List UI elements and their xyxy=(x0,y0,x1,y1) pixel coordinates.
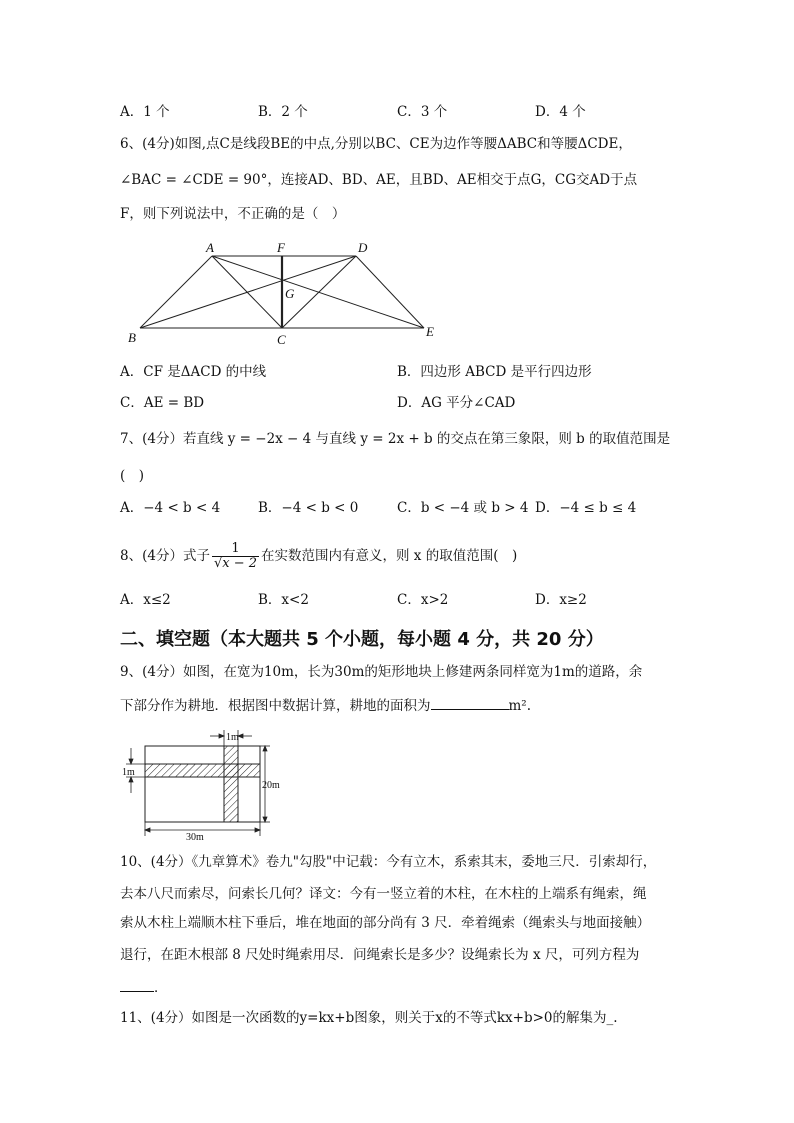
q8-frac-denominator: √x − 2 xyxy=(213,556,257,571)
label-b: B xyxy=(128,330,136,345)
q9-stem-line2 xyxy=(120,695,531,716)
label-bottom-30m: 30m xyxy=(186,832,204,842)
q7-option-a[interactable]: A．−4 < b < 4 xyxy=(120,500,221,516)
q10-stem-line1: 10、(4分）《九章算术》卷九"勾股"中记载：今有立木，系索其末，委地三尺．引索却行， xyxy=(120,854,657,870)
q8-option-a[interactable]: A．x≤2 xyxy=(120,592,171,608)
q10-stem-line4: 退行，在距木根部 8 尺处时绳索用尽．问绳索长是多少？设绳索长为 x 尺，可列方程为 xyxy=(120,947,640,963)
q8-options xyxy=(120,590,680,610)
label-right-20m: 20m xyxy=(262,780,280,791)
label-f: F xyxy=(277,240,285,255)
label-d: D xyxy=(358,240,368,255)
q7-stem-line2: ( ) xyxy=(120,468,145,484)
segment-ab xyxy=(140,256,212,328)
q5-option-d[interactable]: D．4 个 xyxy=(535,104,586,120)
q10-stem-line2: 去本八尺而索尽，问索长几何？译文：今有一竖立着的木柱，在木柱的上端系有绳索，绳 xyxy=(120,886,647,902)
q6-option-c[interactable]: C．AE = BD xyxy=(120,395,205,411)
q10-answer-blank[interactable] xyxy=(120,977,154,992)
label-a: A xyxy=(206,240,214,255)
q6-option-b[interactable]: B．四边形 ABCD 是平行四边形 xyxy=(397,364,592,380)
q8-prefix: 8、(4分）式子 xyxy=(120,548,210,564)
q6-option-a[interactable]: A．CF 是ΔACD 的中线 xyxy=(120,364,267,380)
q7-options xyxy=(120,498,680,518)
q9-answer-blank[interactable] xyxy=(431,695,509,710)
label-left-1m: 1m xyxy=(122,767,135,778)
q8-frac-numerator: 1 xyxy=(212,542,259,557)
q6-option-d[interactable]: D．AG 平分∠CAD xyxy=(397,395,516,411)
label-c: C xyxy=(277,332,286,347)
q7-option-d[interactable]: D．−4 ≤ b ≤ 4 xyxy=(535,500,637,516)
q10-stem-line3: 索从木柱上端顺木柱下垂后，堆在地面的部分尚有 3 尺．牵着绳索（绳索头与地面接触） xyxy=(120,915,651,931)
q9-unit: m². xyxy=(508,698,532,714)
q6-stem-line2: ∠BAC = ∠CDE = 90°，连接AD、BD、AE，且BD、AE相交于点G，CG交AD于点 xyxy=(120,172,638,188)
q6-stem-line3: F，则下列说法中，不正确的是（ ） xyxy=(120,206,346,222)
horizontal-road xyxy=(145,764,260,777)
segment-ae xyxy=(212,256,424,328)
q8-option-d[interactable]: D．x≥2 xyxy=(535,592,587,608)
section-title-fill-in: 二、填空题（本大题共 5 个小题，每小题 4 分，共 20 分） xyxy=(120,629,604,650)
q5-option-c[interactable]: C．3 个 xyxy=(397,104,448,120)
label-top-1m: 1m xyxy=(226,732,239,743)
q8-option-b[interactable]: B．x<2 xyxy=(258,592,309,608)
q10-stem-line5 xyxy=(120,977,168,998)
q10-period: ． xyxy=(154,980,168,996)
field-rectangle xyxy=(145,746,260,822)
label-e: E xyxy=(426,324,434,339)
q5-option-b[interactable]: B．2 个 xyxy=(258,104,308,120)
vertical-road xyxy=(224,746,238,822)
q6-options-row2 xyxy=(120,393,680,413)
segment-de xyxy=(356,256,424,328)
q11-stem-line1: 11、(4分）如图是一次函数的y=kx+b图象，则关于x的不等式kx+b>0的解集为_. xyxy=(120,1010,618,1026)
q7-stem-line1: 7、(4分）若直线 y = −2x − 4 与直线 y = 2x + b 的交点在第三象限，则 b 的取值范围是 xyxy=(120,431,671,447)
q8-stem xyxy=(120,538,517,578)
segment-bd xyxy=(140,256,356,328)
q9-figure xyxy=(120,726,290,842)
q7-option-c[interactable]: C．b < −4 或 b > 4 xyxy=(397,500,529,516)
q6-options-row1 xyxy=(120,362,680,382)
label-g: G xyxy=(285,286,295,301)
q9-stem-line1: 9、(4分）如图，在宽为10m，长为30m的矩形地块上修建两条同样宽为1m的道路，余 xyxy=(120,664,643,680)
q8-fraction xyxy=(212,542,259,571)
q9-prefix: 下部分作为耕地．根据图中数据计算，耕地的面积为 xyxy=(120,698,431,714)
q6-stem-line1: 6、(4分)如图,点C是线段BE的中点,分别以BC、CE为边作等腰ΔABC和等腰ΔCDE， xyxy=(120,136,632,152)
q6-figure xyxy=(120,238,450,350)
q8-option-c[interactable]: C．x>2 xyxy=(397,592,449,608)
q5-options xyxy=(120,102,680,122)
q5-option-a[interactable]: A．1 个 xyxy=(120,104,170,120)
q8-suffix: 在实数范围内有意义，则 x 的取值范围( ) xyxy=(261,548,518,564)
q7-option-b[interactable]: B．−4 < b < 0 xyxy=(258,500,359,516)
